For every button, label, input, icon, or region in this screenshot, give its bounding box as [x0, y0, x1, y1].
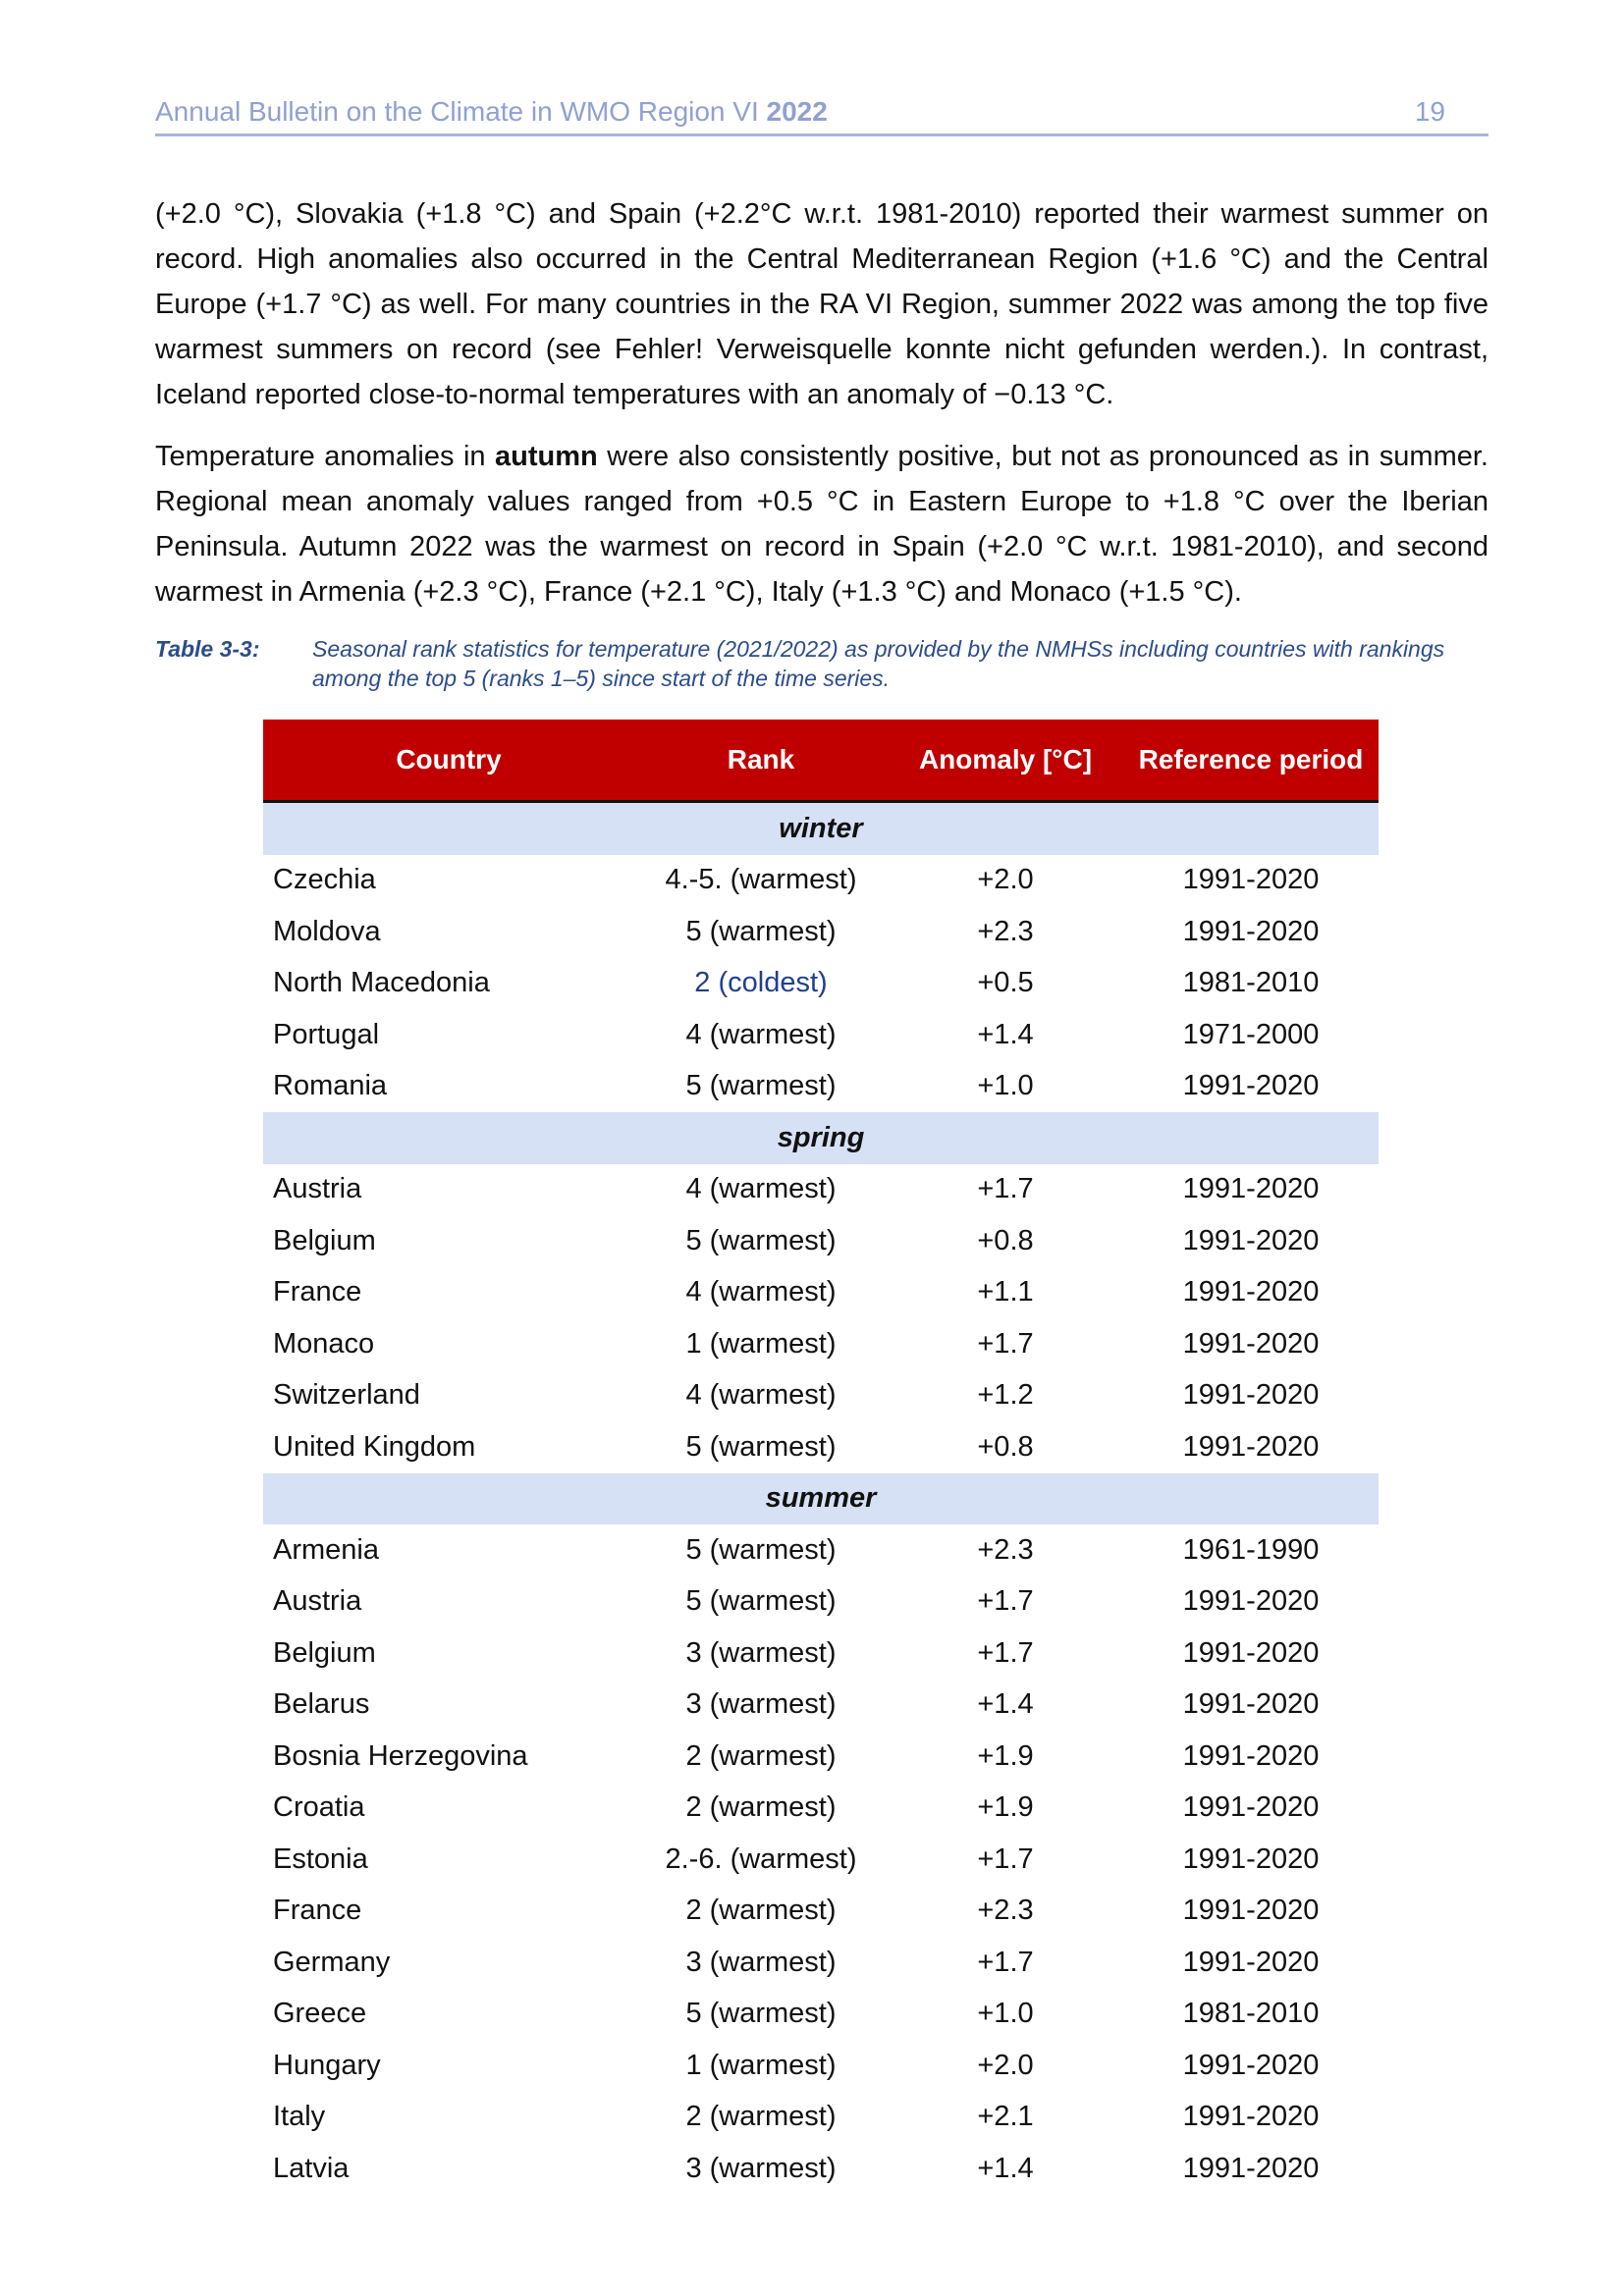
table-body — [263, 802, 1379, 2195]
season-label: summer — [263, 1473, 1379, 1525]
reference-period-cell: 1991-2020 — [1182, 1585, 1320, 1618]
table-row — [263, 1731, 1379, 1783]
anomaly-cell: +1.1 — [977, 1276, 1034, 1308]
rank-cell: 2 (coldest) — [694, 967, 828, 999]
anomaly-cell: +1.4 — [977, 1018, 1034, 1050]
header-reference-period: Reference period — [1123, 720, 1379, 802]
reference-period-cell: 1991-2020 — [1182, 1276, 1320, 1308]
paragraph-autumn-keyword: autumn — [495, 441, 598, 472]
table-row — [263, 2040, 1379, 2092]
country-cell: Austria — [273, 1585, 362, 1618]
table-row — [263, 1164, 1379, 1216]
anomaly-cell: +1.7 — [977, 1173, 1034, 1205]
anomaly-cell: +1.7 — [977, 1327, 1034, 1360]
page-number: 19 — [1414, 96, 1445, 127]
rank-cell: 2 (warmest) — [685, 1895, 837, 1927]
rank-cell: 4 (warmest) — [685, 1018, 837, 1050]
country-cell: Moldova — [273, 915, 381, 947]
paragraph-autumn-intro: Temperature anomalies in — [155, 441, 496, 472]
anomaly-cell: +2.3 — [977, 1533, 1034, 1566]
paragraph-summer: (+2.0 °C), Slovakia (+1.8 °C) and Spain (+2.2°C w.r.t. 1981-2010) reported their warmest summer on record. High anomalies also occurred in the Central Mediterranean Region (+1.6 °C) and the Central Europe (+1.7 °C) as well. For many countries in the RA VI Region, summer 2022 was among the top five warmest summers on record (see Fehler! Verweisquelle konnte nicht gefunden werden.). In contrast, Iceland reported close-to-normal temperatures with an anomaly of −0.13 °C. — [155, 198, 1489, 410]
anomaly-cell: +1.7 — [977, 1842, 1034, 1875]
paragraph-autumn — [155, 434, 1489, 614]
country-cell: France — [273, 1276, 362, 1308]
country-cell: Belgium — [273, 1224, 376, 1256]
anomaly-cell: +2.0 — [977, 864, 1034, 896]
table-row — [263, 1267, 1379, 1319]
reference-period-cell: 1991-2020 — [1182, 2101, 1320, 2133]
anomaly-cell: +1.0 — [977, 1998, 1034, 2030]
anomaly-cell: +1.7 — [977, 1585, 1034, 1618]
country-cell: Greece — [273, 1998, 367, 2030]
table-row — [263, 1783, 1379, 1835]
table-row — [263, 1318, 1379, 1370]
rank-cell: 5 (warmest) — [685, 1224, 837, 1256]
reference-period-cell: 1991-2020 — [1182, 1379, 1320, 1412]
anomaly-cell: +1.7 — [977, 1946, 1034, 1978]
table-row — [263, 1215, 1379, 1267]
anomaly-cell: +2.0 — [977, 2049, 1034, 2081]
country-cell: Monaco — [273, 1327, 375, 1360]
reference-period-cell: 1991-2020 — [1182, 864, 1320, 896]
header-country: Country — [263, 720, 634, 802]
rank-cell: 4.-5. (warmest) — [665, 864, 857, 896]
table-caption-label: Table 3-3: — [155, 636, 260, 662]
anomaly-cell: +0.8 — [977, 1430, 1034, 1463]
rank-cell: 5 (warmest) — [685, 915, 837, 947]
country-cell: Czechia — [273, 864, 376, 896]
country-cell: Belgium — [273, 1636, 376, 1669]
rank-cell: 5 (warmest) — [685, 1998, 837, 2030]
reference-period-cell: 1991-2020 — [1182, 1895, 1320, 1927]
country-cell: North Macedonia — [273, 967, 490, 999]
bulletin-title-text: Annual Bulletin on the Climate in WMO Region VI — [155, 96, 767, 127]
rank-cell: 4 (warmest) — [685, 1173, 837, 1205]
table-row — [263, 958, 1379, 1010]
country-cell: Croatia — [273, 1791, 365, 1824]
reference-period-cell: 1981-2010 — [1182, 1998, 1320, 2030]
seasonal-rank-table — [263, 720, 1379, 2195]
country-cell: France — [273, 1895, 362, 1927]
reference-period-cell: 1991-2020 — [1182, 1791, 1320, 1824]
season-label: winter — [263, 802, 1379, 855]
table-row — [263, 1370, 1379, 1422]
rank-cell: 4 (warmest) — [685, 1276, 837, 1308]
rank-cell: 3 (warmest) — [685, 1946, 837, 1978]
header-anomaly: Anomaly [°C] — [888, 720, 1123, 802]
anomaly-cell: +1.9 — [977, 1791, 1034, 1824]
rank-cell: 2 (warmest) — [685, 1739, 837, 1772]
table-row — [263, 2143, 1379, 2195]
rank-cell: 3 (warmest) — [685, 1636, 837, 1669]
table-row — [263, 1989, 1379, 2041]
anomaly-cell: +1.7 — [977, 1636, 1034, 1669]
anomaly-cell: +0.8 — [977, 1224, 1034, 1256]
country-cell: Austria — [273, 1173, 362, 1205]
table-row — [263, 1834, 1379, 1886]
reference-period-cell: 1991-2020 — [1182, 1688, 1320, 1721]
rank-cell: 2.-6. (warmest) — [665, 1842, 857, 1875]
country-cell: Hungary — [273, 2049, 381, 2081]
reference-period-cell: 1981-2010 — [1182, 967, 1320, 999]
page-header — [155, 94, 1489, 136]
anomaly-cell: +1.2 — [977, 1379, 1034, 1412]
rank-cell: 2 (warmest) — [685, 2101, 837, 2133]
rank-cell: 3 (warmest) — [685, 2152, 837, 2184]
reference-period-cell: 1991-2020 — [1182, 2152, 1320, 2184]
season-row-summer — [263, 1473, 1379, 1525]
anomaly-cell: +1.4 — [977, 1688, 1034, 1721]
country-cell: Portugal — [273, 1018, 380, 1050]
table-row — [263, 1421, 1379, 1473]
reference-period-cell: 1991-2020 — [1182, 1327, 1320, 1360]
reference-period-cell: 1991-2020 — [1182, 1842, 1320, 1875]
table-row — [263, 1680, 1379, 1732]
reference-period-cell: 1991-2020 — [1182, 1739, 1320, 1772]
reference-period-cell: 1991-2020 — [1182, 1224, 1320, 1256]
reference-period-cell: 1991-2020 — [1182, 1173, 1320, 1205]
table-row — [263, 1628, 1379, 1680]
table-row — [263, 1061, 1379, 1113]
country-cell: Romania — [273, 1070, 388, 1102]
season-row-spring — [263, 1112, 1379, 1164]
season-row-winter — [263, 802, 1379, 855]
table-row — [263, 855, 1379, 907]
rank-cell: 3 (warmest) — [685, 1688, 837, 1721]
rank-cell: 5 (warmest) — [685, 1585, 837, 1618]
country-cell: Germany — [273, 1946, 391, 1978]
rank-cell: 5 (warmest) — [685, 1533, 837, 1566]
table-caption-text: Seasonal rank statistics for temperature (2021/2022) as provided by the NMHSs including countries with rankings among the top 5 (ranks 1–5) since start of the time series. — [312, 636, 1445, 691]
country-cell: United Kingdom — [273, 1430, 476, 1463]
table-row — [263, 1576, 1379, 1629]
anomaly-cell: +2.3 — [977, 1895, 1034, 1927]
reference-period-cell: 1991-2020 — [1182, 1430, 1320, 1463]
reference-period-cell: 1991-2020 — [1182, 2049, 1320, 2081]
table-header-row — [263, 720, 1379, 802]
anomaly-cell: +2.3 — [977, 915, 1034, 947]
country-cell: Armenia — [273, 1533, 379, 1566]
country-cell: Switzerland — [273, 1379, 420, 1412]
table-row — [263, 1524, 1379, 1576]
rank-cell: 2 (warmest) — [685, 1791, 837, 1824]
reference-period-cell: 1961-1990 — [1182, 1533, 1320, 1566]
bulletin-title — [155, 96, 828, 128]
table-row — [263, 906, 1379, 958]
rank-cell: 1 (warmest) — [685, 1327, 837, 1360]
country-cell: Italy — [273, 2101, 326, 2133]
anomaly-cell: +1.0 — [977, 1070, 1034, 1102]
header-rank: Rank — [634, 720, 888, 802]
rank-cell: 5 (warmest) — [685, 1430, 837, 1463]
country-cell: Estonia — [273, 1842, 368, 1875]
reference-period-cell: 1991-2020 — [1182, 1636, 1320, 1669]
table-row — [263, 1886, 1379, 1938]
rank-cell: 5 (warmest) — [685, 1070, 837, 1102]
bulletin-year: 2022 — [766, 96, 828, 127]
anomaly-cell: +2.1 — [977, 2101, 1034, 2133]
reference-period-cell: 1971-2000 — [1182, 1018, 1320, 1050]
season-label: spring — [263, 1112, 1379, 1164]
country-cell: Bosnia Herzegovina — [273, 1739, 528, 1772]
country-cell: Belarus — [273, 1688, 370, 1721]
reference-period-cell: 1991-2020 — [1182, 915, 1320, 947]
rank-cell: 1 (warmest) — [685, 2049, 837, 2081]
reference-period-cell: 1991-2020 — [1182, 1946, 1320, 1978]
table-row — [263, 2092, 1379, 2144]
table-row — [263, 1937, 1379, 1989]
anomaly-cell: +1.4 — [977, 2152, 1034, 2184]
rank-cell: 4 (warmest) — [685, 1379, 837, 1412]
table-row — [263, 1009, 1379, 1061]
reference-period-cell: 1991-2020 — [1182, 1070, 1320, 1102]
anomaly-cell: +0.5 — [977, 967, 1034, 999]
country-cell: Latvia — [273, 2152, 350, 2184]
anomaly-cell: +1.9 — [977, 1739, 1034, 1772]
paragraph-autumn-body: were also consistently positive, but not as pronounced as in summer. Regional mean anomaly values ranged from +0.5 °C in Eastern Europe to +1.8 °C over the Iberian Peninsula. Autumn 2022 was the warmest on record in Spain (+2.0 °C w.r.t. 1981-2010), and second warmest in Armenia (+2.3 °C), France (+2.1 °C), Italy (+1.3 °C) and Monaco (+1.5 °C). — [155, 441, 1489, 608]
